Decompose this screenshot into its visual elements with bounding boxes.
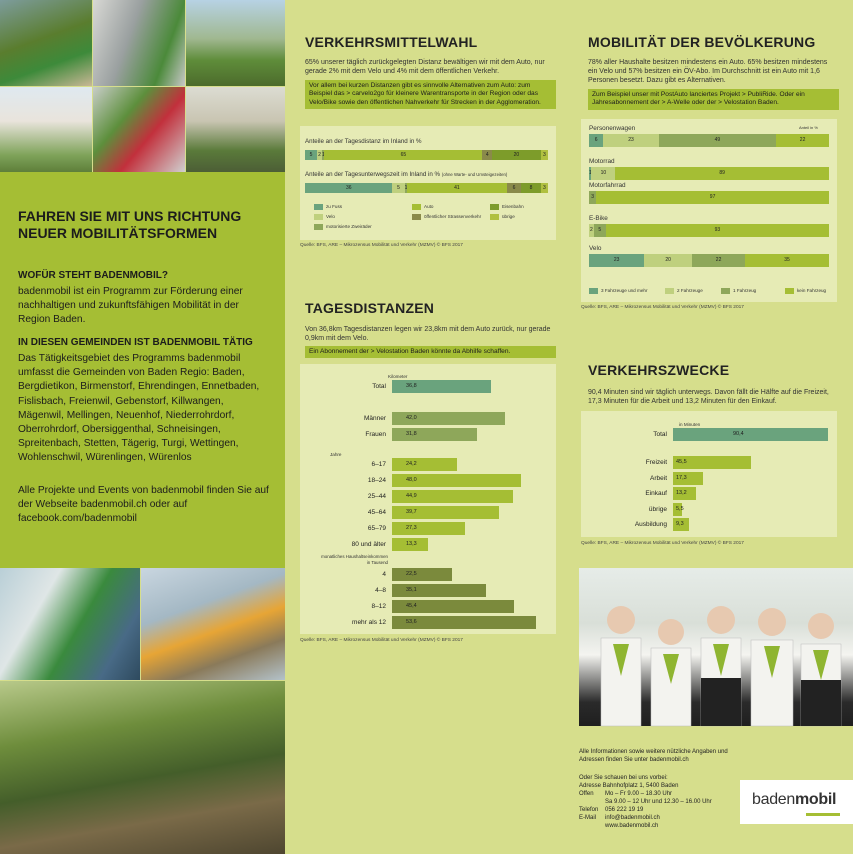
photo-cyclist <box>186 0 285 86</box>
vm-legend-label: übrige <box>502 214 515 219</box>
td-bar-value: 42,0 <box>406 415 417 421</box>
vm-chart <box>300 126 556 240</box>
vm-row2-label: Anteile an der Tagesunterwegszeit im Inland in % (ohne Warte- und Umsteigezeiten) <box>305 171 508 178</box>
td-chart <box>300 364 556 634</box>
contact-intro: Alle Informationen sowie weitere nützliche Angaben und Adressen finden Sie unter badenmobil.ch <box>579 749 728 764</box>
td-bar-value: 22,5 <box>406 571 417 577</box>
mb-segment: 1 <box>589 167 591 180</box>
vz-bar <box>673 472 703 485</box>
vz-bar <box>673 456 751 469</box>
contact-open-2: Sa 9.00 – 12 Uhr und 12.30 – 16.00 Uhr <box>605 799 712 805</box>
vz-text: 90,4 Minuten sind wir täglich unterwegs. Davon fällt die Hälfte auf die Freizeit, 17,3 Minuten für die Arbeit und 13,2 Minuten für den Einkauf. <box>588 389 829 405</box>
td-bar <box>392 474 521 487</box>
middle-column <box>285 0 568 854</box>
mb-segment: 22 <box>692 254 745 267</box>
vm-row1-label: Anteile an der Tagesdistanz im Inland in % <box>305 138 422 145</box>
mb-segment: 97 <box>596 191 829 204</box>
mb-row-label: Velo <box>589 245 602 252</box>
mb-legend-swatch <box>785 288 794 294</box>
vm-row2-segment: 8 <box>521 183 540 193</box>
vm-row1-segment: 2 <box>318 152 321 158</box>
vm-legend-swatch <box>314 204 323 210</box>
mb-segment: 35 <box>745 254 829 267</box>
vz-chart <box>581 411 837 537</box>
vm-row1-segment: 4 <box>482 150 492 160</box>
contact-web[interactable]: www.badenmobil.ch <box>605 823 659 829</box>
mb-segment: 5 <box>594 224 606 237</box>
mb-segment: 23 <box>589 254 644 267</box>
vm-row2-segment: 41 <box>407 183 507 193</box>
mb-row-label: E-Bike <box>589 215 608 222</box>
section-title-tagesdistanzen: TAGESDISTANZEN <box>305 300 435 316</box>
vm-row2-segment: 5 <box>392 183 404 193</box>
vz-bar-value: 9,3 <box>676 521 684 527</box>
right-column <box>568 0 853 854</box>
team-silhouettes <box>579 568 853 726</box>
mb-segment: 22 <box>776 134 829 147</box>
td-bar <box>392 600 514 613</box>
vz-row-label: Einkauf <box>645 490 667 497</box>
vz-bar <box>673 428 828 441</box>
vz-bar <box>673 487 696 500</box>
td-bars <box>300 364 556 634</box>
vm-row1-segment: 1 <box>322 152 325 158</box>
vz-bar <box>673 518 689 531</box>
vm-legend-label: zu Fuss <box>326 204 343 209</box>
td-bar <box>392 490 513 503</box>
contact-mail[interactable]: info@badenmobil.ch <box>605 815 660 821</box>
badenmobil-logo <box>740 780 853 824</box>
section-title-mobilitaet: MOBILITÄT DER BEVÖLKERUNG <box>588 34 816 50</box>
paragraph-3: Alle Projekte und Events von badenmobil finden Sie auf der Webseite badenmobil.ch oder auf facebook.com/badenmobil <box>18 485 269 525</box>
photo-hiking-signs <box>141 568 285 680</box>
section-title-verkehrsmittelwahl: VERKEHRSMITTELWAHL <box>305 34 478 50</box>
td-row-label: 18–24 <box>367 477 386 484</box>
mb-segment: 10 <box>591 167 615 180</box>
td-highlight: Ein Abonnement der > Velostation Baden könnte da Abhilfe schaffen. <box>305 346 556 358</box>
td-bar-value: 44,9 <box>406 493 417 499</box>
td-bar <box>392 506 499 519</box>
mb-segment: 93 <box>606 224 829 237</box>
td-bar <box>392 412 505 425</box>
logo-underline <box>806 813 840 816</box>
td-text: Von 36,8km Tagesdistanzen legen wir 23,8km mit dem Auto zurück, nur gerade 0,9km mit dem Velo. <box>305 326 551 342</box>
mb-segment: 23 <box>603 134 658 147</box>
vm-row2-bar <box>305 183 548 193</box>
vz-bar-value: 5,5 <box>676 506 684 512</box>
vz-bar-value: 17,3 <box>676 475 687 481</box>
td-bar-value: 31,8 <box>406 431 417 437</box>
vm-legend-label: öffentlicher Strassenverkehr <box>424 214 482 219</box>
photo-man-car <box>93 87 185 172</box>
vm-legend-label: Auto <box>424 204 434 209</box>
vm-row2-segment: 36 <box>305 183 392 193</box>
mb-legend-swatch <box>589 288 598 294</box>
td-row-label: 8–12 <box>371 603 386 610</box>
contact-phone[interactable]: 056 222 19 19 <box>605 807 644 813</box>
td-row-label: 25–44 <box>367 493 386 500</box>
td-bar <box>392 538 428 551</box>
vm-legend-swatch <box>412 204 421 210</box>
vm-legend-label: Eisenbahn <box>502 204 524 209</box>
mb-source: Quelle: BFS, ARE – Mikrozensus Mobilität und Verkehr (MZMV) © BFS 2017 <box>581 305 744 310</box>
mb-legend-label: kein Fahrzeug <box>797 288 827 293</box>
vz-unit: in Minuten <box>679 422 701 427</box>
td-row-label: 4 <box>382 571 386 578</box>
vz-row-label: übrige <box>648 506 667 513</box>
contact-visit: Oder Sie schauen bei uns vorbei: <box>579 775 668 781</box>
td-bar-value: 39,7 <box>406 509 417 515</box>
td-row-label: Männer <box>363 415 386 422</box>
vm-row1-bar <box>305 150 548 160</box>
vm-row2-segment: 6 <box>507 183 522 193</box>
vz-bar <box>673 503 682 516</box>
logo-text: badenmobil <box>752 791 837 808</box>
td-row-label: mehr als 12 <box>352 619 386 626</box>
td-bar-value: 35,1 <box>406 587 417 593</box>
mb-legend-swatch <box>665 288 674 294</box>
mb-segment: 2 <box>589 224 594 237</box>
td-row-label: 80 und älter <box>351 541 386 548</box>
mb-row-label: Motorrad <box>589 158 615 165</box>
td-bar <box>392 428 477 441</box>
vm-row2-segment: 3 <box>541 183 548 193</box>
mb-highlight: Zum Beispiel unser mit PostAuto lanciertes Projekt > PubliRide. Oder ein Jahresabonnement der > A-Welle oder der > Velostation Baden. <box>588 89 839 110</box>
mb-segment: 3 <box>589 191 596 204</box>
td-bar <box>392 616 536 629</box>
vz-source: Quelle: BFS, ARE – Mikrozensus Mobilität und Verkehr (MZMV) © BFS 2017 <box>581 541 744 546</box>
photo-house <box>0 87 92 172</box>
contact-mail-label: E-Mail <box>579 815 597 821</box>
photo-team <box>579 568 853 726</box>
question-2: IN DIESEN GEMEINDEN IST BADENMOBIL TÄTIG <box>18 337 253 348</box>
vz-row-label: Arbeit <box>650 475 667 482</box>
mb-legend-label: 1 Fahrzeug <box>733 288 757 293</box>
vm-highlight: Vor allem bei kurzen Distanzen gibt es sinnvolle Alternativen zum Auto: zum Beispiel das > carvelo2go für kleinere Warentransporte in der Region oder das Velo/Bike sowie den öffentlichen Nahverkehr für Strecken in der Agglomeration. <box>305 80 556 109</box>
contact-open-label: Offen <box>579 791 594 797</box>
vm-row1-segment: 5 <box>305 150 317 160</box>
paragraph-1: badenmobil ist ein Programm zur Förderung einer nachhaltigen und zukunftsfähigen Mobilität in der Region Baden. <box>18 286 243 326</box>
td-row-label: Total <box>372 383 386 390</box>
mb-legend-label: 3 Fahrzeuge und mehr <box>601 288 648 293</box>
td-bar <box>392 584 486 597</box>
vm-row1-segment: 3 <box>541 150 548 160</box>
td-bar-value: 36,8 <box>406 383 417 389</box>
td-bar <box>392 458 457 471</box>
td-bar-value: 24,2 <box>406 461 417 467</box>
contact-address: Adresse Bahnhofplatz 1, 5400 Baden <box>579 783 679 789</box>
photo-woman-walking <box>186 87 285 172</box>
left-column <box>0 0 285 854</box>
photo-man-ticket-machine <box>0 0 92 86</box>
mb-segment: 49 <box>659 134 777 147</box>
vm-row2-segment: 1 <box>404 185 408 191</box>
question-1: WOFÜR STEHT BADENMOBIL? <box>18 270 168 281</box>
td-group-age: Jahre <box>330 452 342 457</box>
mb-legend <box>581 286 837 298</box>
contact-phone-label: Telefon <box>579 807 599 813</box>
photo-crutch <box>93 0 185 86</box>
td-bar-value: 27,3 <box>406 525 417 531</box>
vz-row-label: Total <box>653 431 667 438</box>
td-row-label: 45–64 <box>367 509 386 516</box>
mb-chart <box>581 119 837 302</box>
td-row-label: Frauen <box>365 431 386 438</box>
mb-segment: 20 <box>644 254 692 267</box>
mb-text: 78% aller Haushalte besitzen mindestens ein Auto. 65% besitzen mindestens ein Velo und 57% besitzen ein ÖV-Abo. Im Durchschnitt ist ein Auto mit 1,6 Personen besetzt. Dazu gibt es Alternativen. <box>588 59 828 84</box>
td-row-label: 4–8 <box>375 587 386 594</box>
vz-bar-value: 13,2 <box>676 490 687 496</box>
vm-text: 65% unserer täglich zurückgelegten Distanz bewältigen wir mit dem Auto, nur gerade 2% mit dem Velo und 4% mit dem öffentlichen Verkehr. <box>305 59 545 75</box>
mb-legend-swatch <box>721 288 730 294</box>
mb-row-label: Personenwagen <box>589 125 636 132</box>
td-bar <box>392 380 491 393</box>
vm-legend-swatch <box>412 214 421 220</box>
vm-row1-segment: 65 <box>324 150 482 160</box>
vz-bar-value: 90,4 <box>733 431 744 437</box>
vz-row-label: Ausbildung <box>634 521 667 528</box>
mb-segment: 89 <box>615 167 829 180</box>
mb-row-label: Motorfahrrad <box>589 182 626 189</box>
vm-source: Quelle: BFS, ARE – Mikrozensus Mobilität und Verkehr (MZMV) © BFS 2017 <box>300 243 463 248</box>
vm-legend-swatch <box>314 214 323 220</box>
mb-segment: 6 <box>589 134 603 147</box>
contact-open-1: Mo – Fr 9.00 – 18.30 Uhr <box>605 791 673 797</box>
td-unit: Kilometer <box>388 374 408 379</box>
section-title-verkehrszwecke: VERKEHRSZWECKE <box>588 362 730 378</box>
vz-bar-value: 45,5 <box>676 459 687 465</box>
vm-legend-label: motorisierte Zweiräder <box>326 224 372 229</box>
paragraph-2: Das Tätigkeitsgebiet des Programms badenmobil umfasst die Gemeinden von Baden Regio: Baden, Bergdietikon, Birmenstorf, Ehrendingen, Ennetbaden, Fislisbach, Freienwil, Gebenstorf, Killwangen, Mägenwil, Mellingen, Neuenhof, Niederrohrdorf, Oberrohrdorf, Obersiggenthal, Schneisingen, Spreitenbach, Stetten, Tägerig, Turgi, Wettingen, Wohlenschwil, Würenlingen, Würenlos <box>18 353 260 464</box>
mb-unit: Anteil in % <box>799 125 818 130</box>
td-bar-value: 48,0 <box>406 477 417 483</box>
td-bar-value: 13,3 <box>406 541 417 547</box>
mb-bars <box>581 119 837 302</box>
intro-heading: FAHREN SIE MIT UNS RICHTUNG NEUER MOBILITÄTSFORMEN <box>18 208 242 241</box>
vz-row-label: Freizeit <box>645 459 667 466</box>
vm-legend-swatch <box>490 204 499 210</box>
td-bar <box>392 522 465 535</box>
vm-legend-swatch <box>490 214 499 220</box>
mb-legend-label: 2 Fahrzeuge <box>677 288 703 293</box>
td-row-label: 65–79 <box>367 525 386 532</box>
vm-legend <box>300 200 556 236</box>
td-group-income: monatliches Haushaltseinkommen in Tausend <box>321 554 388 565</box>
td-source: Quelle: BFS, ARE – Mikrozensus Mobilität und Verkehr (MZMV) © BFS 2017 <box>300 638 463 643</box>
vm-legend-swatch <box>314 224 323 230</box>
vz-bars <box>581 411 837 537</box>
vm-legend-label: Velo <box>326 214 335 219</box>
td-bar <box>392 568 452 581</box>
photo-hiker-forest <box>0 681 285 854</box>
photo-man-reading-train <box>0 568 140 680</box>
td-bar-value: 45,4 <box>406 603 417 609</box>
td-bar-value: 53,6 <box>406 619 417 625</box>
vm-row1-segment: 20 <box>492 150 541 160</box>
td-row-label: 6–17 <box>371 461 386 468</box>
